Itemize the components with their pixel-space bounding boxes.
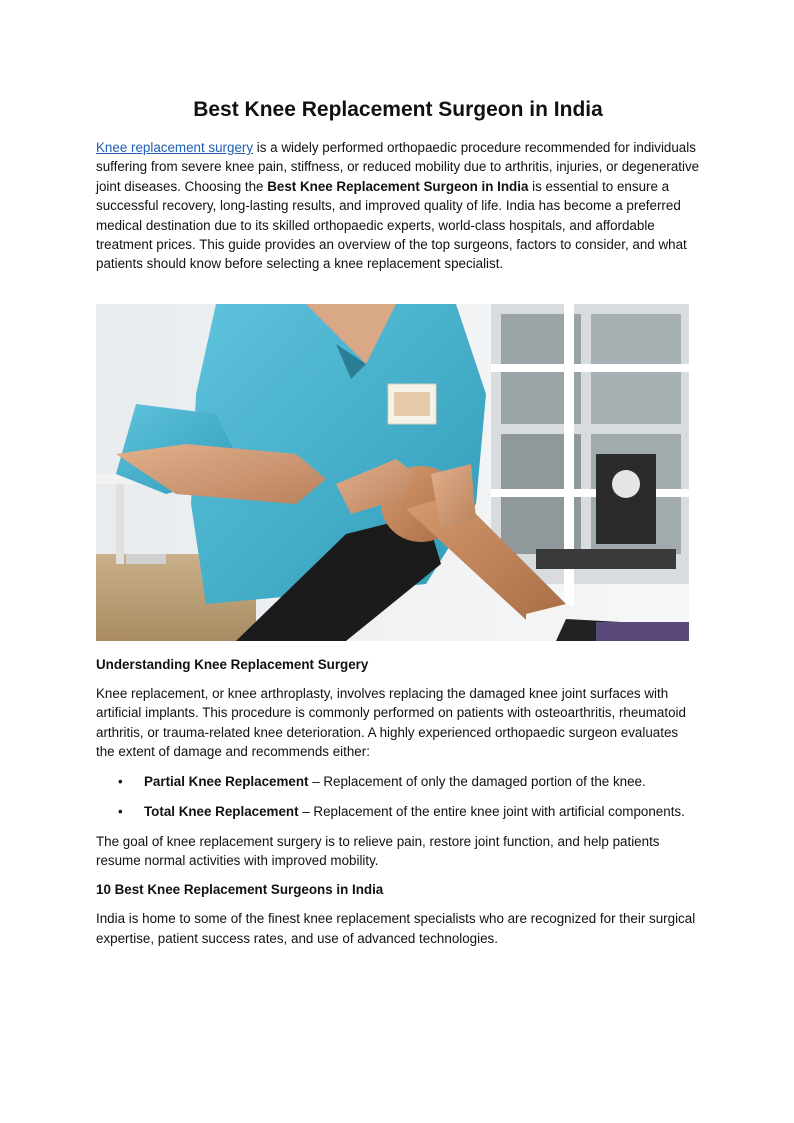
- list-item-text: – Replacement of the entire knee joint with artificial components.: [298, 803, 685, 819]
- list-item-text: – Replacement of only the damaged portion of the knee.: [308, 773, 646, 789]
- list-item-bold: Partial Knee Replacement: [144, 773, 309, 789]
- bullet-icon: •: [118, 773, 123, 789]
- intro-bold-text: Best Knee Replacement Surgeon in India: [267, 178, 529, 194]
- section-heading-top-surgeons: 10 Best Knee Replacement Surgeons in India: [96, 882, 384, 898]
- section2-paragraph: India is home to some of the finest knee replacement specialists who are recognized for their surgical expertise, patient success rates, and use of advanced technologies.: [96, 911, 696, 946]
- article-body: [96, 655, 700, 948]
- list-item: [96, 772, 700, 791]
- replacement-types-list: [96, 772, 700, 821]
- article-header: [96, 96, 700, 274]
- knee-examination-photo: [96, 304, 689, 641]
- bullet-icon: •: [118, 803, 123, 819]
- photo-illustration: [96, 304, 689, 641]
- section-heading-understanding: Understanding Knee Replacement Surgery: [96, 657, 369, 672]
- section1-closing: The goal of knee replacement surgery is to relieve pain, restore joint function, and help patients resume normal activities with improved mobility.: [96, 833, 660, 869]
- list-item: [96, 802, 700, 821]
- intro-text-2: is essential to ensure a successful recovery, long-lasting results, and improved quality of life. India has become a preferred medical destination due to its skilled orthopaedic experts, world-class hospitals, and affordable treatment prices. This guide provides an overview of the top surgeons, factors to consider, and what patients should know before selecting a knee replacement specialist.: [96, 178, 687, 272]
- knee-replacement-link[interactable]: Knee replacement surgery: [96, 140, 254, 155]
- page-title: Best Knee Replacement Surgeon in India: [193, 98, 603, 121]
- intro-text-1: is a widely performed orthopaedic procedure recommended for individuals suffering from severe knee pain, stiffness, or reduced mobility due to arthritis, injuries, or degenerative joint diseases. Choosing the: [96, 140, 700, 194]
- list-item-bold: Total Knee Replacement: [144, 803, 299, 819]
- intro-paragraph: [96, 138, 700, 274]
- section1-paragraph: Knee replacement, or knee arthroplasty, involves replacing the damaged knee joint surfaces with artificial implants. This procedure is commonly performed on patients with osteoarthritis, rheumatoid arthritis, or trauma-related knee deterioration. A highly experienced orthopaedic surgeon evaluates the extent of damage and recommends either:: [96, 686, 686, 760]
